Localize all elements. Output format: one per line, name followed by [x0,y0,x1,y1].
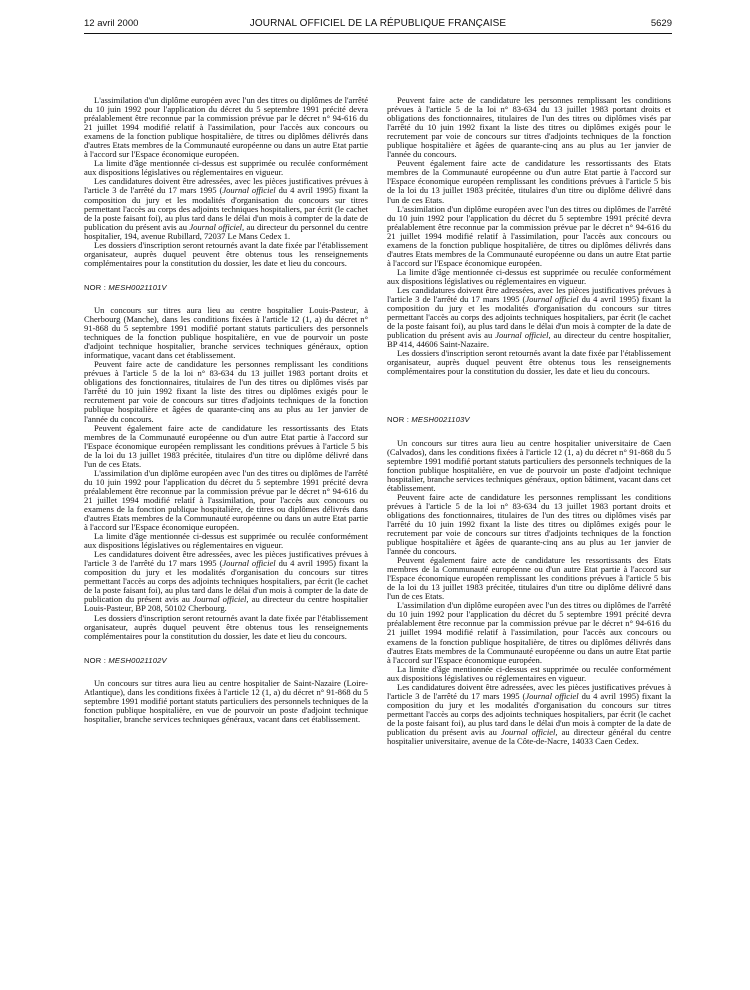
left-column [84,96,368,724]
paragraph: L'assimilation d'un diplôme européen avec l'un des titres ou diplômes de l'arrêté du 10 juin 1992 pour l'application du décret du 5 septembre 1991 précité devra préalablement être reconnue par la commission prévue par le décret n° 94-616 du 21 juillet 1994 modifié relatif à l'assimilation, pour l'accès aux concours ou examens de la fonction publique hospitalière, de titres ou diplômes délivrés dans d'autres Etats membres de la Communauté européenne ou dans un autre Etat partie à l'accord sur l'Espace économique européen. [387,203,671,268]
journal-title: JOURNAL OFFICIEL DE LA RÉPUBLIQUE FRANÇAISE [249,18,507,29]
nor-reference: NOR : MESH0021103V [387,415,470,425]
paragraph: L'assimilation d'un diplôme européen avec l'un des titres ou diplômes de l'arrêté du 10 juin 1992 pour l'application du décret du 5 septembre 1991 précité devra préalablement être reconnue par la commission prévue par le décret n° 94-616 du 21 juillet 1994 modifié relatif à l'assimilation, pour l'accès aux concours ou examens de la fonction publique hospitalière, de titres ou diplômes délivrés dans d'autres Etats membres de la Communauté européenne ou dans un autre Etat partie à l'accord sur l'Espace économique européen. [387,600,671,665]
paragraph: Peuvent faire acte de candidature les personnes remplissant les conditions prévues à l'article 5 de la loi n° 83-634 du 13 juillet 1983 portant droits et obligations des fonctionnaires, titulaires de l'un des titres ou diplômes visés par l'arrêté du 10 juin 1992 fixant la liste des titres ou diplômes exigés pour le recrutement par voie de concours sur titres d'adjoints techniques de la fonction publique hospitalière et âgées de quarante-cinq ans au plus au 1er janvier de l'année du concours. [387,95,671,160]
paragraph: Peuvent également faire acte de candidature les ressortissants des Etats membres de la Communauté européenne ou d'un autre Etat partie à l'accord sur l'Espace économique européen remplissant les conditions prévues à l'article 5 bis de la loi du 13 juillet 1983 précitée, titulaires d'un titre ou diplôme délivré dans l'un de ces Etats. [84,422,368,469]
paragraph: Les candidatures doivent être adressées, avec les pièces justificatives prévues à l'article 3 de l'arrêté du 17 mars 1995 (Journal officiel du 4 avril 1995) fixant la composition du jury et les modalités d'organisation du concours sur titres permettant l'accès au corps des adjoints techniques hospitaliers, par écrit (le cachet de la poste faisant foi), au plus tard dans le délai d'un mois à compter de la date de publication du présent avis au Journal officiel, au directeur du centre hospitalier, BP 414, 44606 Saint-Nazaire. [387,284,671,350]
paragraph: Les dossiers d'inscription seront retournés avant la date fixée par l'établissement organisateur, auprès duquel peuvent être obtenus tous les renseignements complémentaires pour la constitution du dossier, les date et lieu du concours. [84,239,368,268]
paragraph: Peuvent faire acte de candidature les personnes remplissant les conditions prévues à l'article 5 de la loi n° 83-634 du 13 juillet 1983 portant droits et obligations des fonctionnaires, titulaires de l'un des titres ou diplômes visés par l'arrêté du 10 juin 1992 fixant la liste des titres ou diplômes exigés pour le recrutement par voie de concours sur titres d'adjoints techniques de la fonction publique hospitalière et âgées de quarante-cinq ans au plus au 1er janvier de l'année du concours. [387,491,671,557]
header-date: 12 avril 2000 [84,18,139,29]
page-number: 5629 [650,18,672,29]
paragraph: Un concours sur titres aura lieu au centre hospitalier de Saint-Nazaire (Loire-Atlantique), dans les conditions fixées à l'article 12 (1, a) du décret n° 91-868 du 5 septembre 1991 modifié portant statuts particuliers des personnels techniques de la fonction publique hospitalière, en vue de pourvoir un poste d'adjoint technique hospitalier, branche services techniques généraux, vacant dans cet établissement. [84,677,368,724]
nor-reference: NOR : MESH0021101V [84,282,167,292]
paragraph: La limite d'âge mentionnée ci-dessus est supprimée ou reculée conformément aux dispositions législatives ou réglementaires en vigueur. [84,531,368,551]
paragraph: L'assimilation d'un diplôme européen avec l'un des titres ou diplômes de l'arrêté du 10 juin 1992 pour l'application du décret du 5 septembre 1991 précité devra préalablement être reconnue par la commission prévue par le décret n° 94-616 du 21 juillet 1994 modifié relatif à l'assimilation, pour l'accès aux concours ou examens de la fonction publique hospitalière, de titres ou diplômes délivrés dans d'autres Etats membres de la Communauté européenne ou dans un autre Etat partie à l'accord sur l'Espace économique européen. [84,95,368,160]
paragraph: La limite d'âge mentionnée ci-dessus est supprimée ou reculée conformément aux dispositions législatives ou réglementaires en vigueur. [387,663,671,683]
paragraph: La limite d'âge mentionnée ci-dessus est supprimée ou reculée conformément aux dispositions législatives ou réglementaires en vigueur. [387,266,671,286]
paragraph: Les dossiers d'inscription seront retournés avant la date fixée par l'établissement organisateur, auprès duquel peuvent être obtenus tous les renseignements complémentaires pour la constitution du dossier, les date et lieu du concours. [84,612,368,641]
nor-reference: NOR : MESH0021102V [84,655,167,665]
paragraph: Les candidatures doivent être adressées, avec les pièces justificatives prévues à l'article 3 de l'arrêté du 17 mars 1995 (Journal officiel du 4 avril 1995) fixant la composition du jury et les modalités d'organisation du concours sur titres permettant l'accès au corps des adjoints techniques hospitaliers, par écrit (le cachet de la poste faisant foi), au plus tard dans le délai d'un mois à compter de la date de publication du présent avis au Journal officiel, au directeur général du centre hospitalier universitaire, avenue de la Côte-de-Nacre, 14033 Caen Cedex. [387,681,671,747]
paragraph: Les dossiers d'inscription seront retournés avant la date fixée par l'établissement organisateur, auprès duquel peuvent être obtenus tous les renseignements complémentaires pour la constitution du dossier, les date et lieu du concours. [387,348,671,377]
paragraph: Les candidatures doivent être adressées, avec les pièces justificatives prévues à l'article 3 de l'arrêté du 17 mars 1995 (Journal officiel du 4 avril 1995) fixant la composition du jury et les modalités d'organisation du concours sur titres permettant l'accès au corps des adjoints techniques hospitaliers, par écrit (le cachet de la poste faisant foi), au plus tard dans le délai d'un mois à compter de la date de publication du présent avis au Journal officiel, au directeur du centre hospitalier Louis-Pasteur, BP 208, 50102 Cherbourg. [84,549,368,614]
paragraph: L'assimilation d'un diplôme européen avec l'un des titres ou diplômes de l'arrêté du 10 juin 1992 pour l'application du décret du 5 septembre 1991 précité devra préalablement être reconnue par la commission prévue par le décret n° 94-616 du 21 juillet 1994 modifié relatif à l'assimilation, pour l'accès aux concours ou examens de la fonction publique hospitalière, de titres ou diplômes délivrés dans d'autres Etats membres de la Communauté européenne ou dans un autre Etat partie à l'accord sur l'Espace économique européen. [84,467,368,533]
paragraph: Les candidatures doivent être adressées, avec les pièces justificatives prévues à l'article 3 de l'arrêté du 17 mars 1995 (Journal officiel du 4 avril 1995) fixant la composition du jury et les modalités d'organisation du concours sur titres permettant l'accès au corps des adjoints techniques hospitaliers, par écrit (le cachet de la poste faisant foi), au plus tard dans le délai d'un mois à compter de la date de publication du présent avis au Journal officiel, au directeur du personnel du centre hospitalier, 194, avenue Rubillard, 72037 Le Mans Cedex 1. [84,176,368,241]
paragraph: La limite d'âge mentionnée ci-dessus est supprimée ou reculée conformément aux dispositions législatives ou réglementaires en vigueur. [84,158,368,178]
paragraph: Un concours sur titres aura lieu au centre hospitalier Louis-Pasteur, à Cherbourg (Manche), dans les conditions fixées à l'article 12 (1, a) du décret n° 91-868 du 5 septembre 1991 modifié portant statuts particuliers des personnels techniques de la fonction publique hospitalière, en vue de pourvoir un poste d'adjoint technique hospitalier, branche services techniques généraux, option informatique, vacant dans cet établissement. [84,304,368,361]
paragraph: Un concours sur titres aura lieu au centre hospitalier universitaire de Caen (Calvados), dans les conditions fixées à l'article 12 (1, a) du décret n° 91-868 du 5 septembre 1991 modifié portant statuts particuliers des personnels techniques de la fonction publique hospitalière, en vue de pourvoir un poste d'adjoint technique hospitalier, branche services techniques généraux, option bâtiment, vacant dans cet établissement. [387,437,671,493]
paragraph: Peuvent également faire acte de candidature les ressortissants des Etats membres de la Communauté européenne ou d'un autre Etat partie à l'accord sur l'Espace économique européen remplissant les conditions prévues à l'article 5 bis de la loi du 13 juillet 1983 précitée, titulaires d'un titre ou diplôme délivré dans l'un de ces Etats. [387,158,671,205]
page-header [84,18,672,34]
header-rule [84,33,672,34]
paragraph: Peuvent faire acte de candidature les personnes remplissant les conditions prévues à l'article 5 de la loi n° 83-634 du 13 juillet 1983 portant droits et obligations des fonctionnaires, titulaires de l'un des titres ou diplômes visés par l'arrêté du 10 juin 1992 fixant la liste des titres ou diplômes exigés pour le recrutement par voie de concours sur titres d'adjoints techniques de la fonction publique hospitalière et âgées de quarante-cinq ans au plus au 1er janvier de l'année du concours. [84,359,368,424]
paragraph: Peuvent également faire acte de candidature les ressortissants des Etats membres de la Communauté européenne ou d'un autre Etat partie à l'accord sur l'Espace économique européen remplissant les conditions prévues à l'article 5 bis de la loi du 13 juillet 1983 précitée, titulaires d'un titre ou diplôme délivré dans l'un de ces Etats. [387,555,671,602]
right-column [387,96,671,746]
